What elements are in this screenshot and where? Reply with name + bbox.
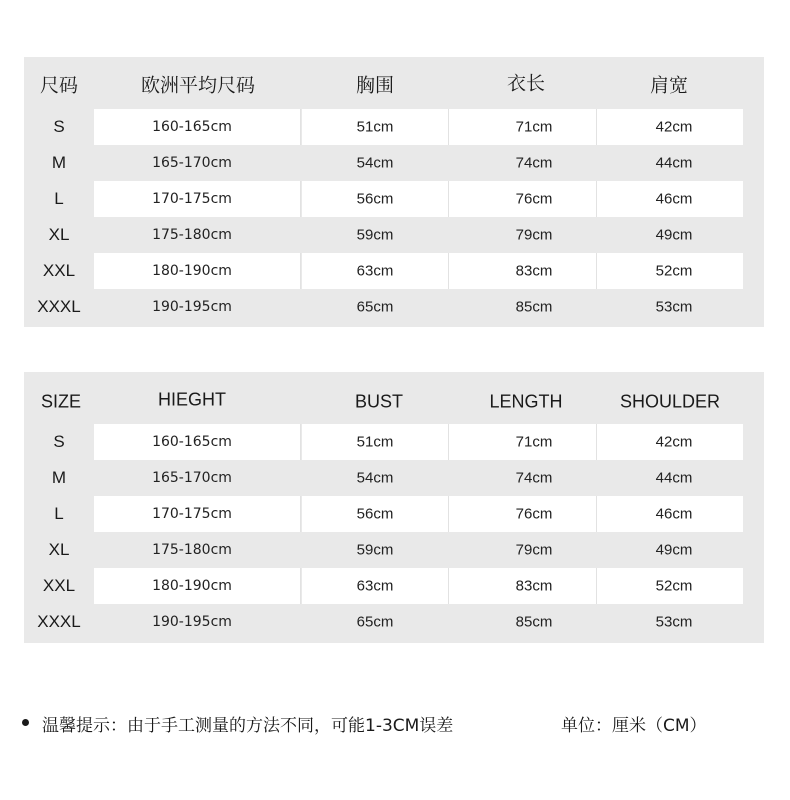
cell-bust: 65cm bbox=[356, 613, 394, 631]
header-length: 衣长 bbox=[506, 72, 546, 95]
cell-size: S bbox=[53, 117, 65, 136]
cell-bust: 63cm bbox=[356, 262, 394, 280]
table-row bbox=[24, 217, 764, 253]
cell-height: 190-195cm bbox=[152, 299, 232, 315]
cell-bust: 56cm bbox=[356, 505, 394, 523]
table-row bbox=[24, 109, 764, 145]
table-header-row bbox=[24, 372, 764, 424]
cell-shoulder: 46cm bbox=[655, 190, 693, 208]
cell-size: L bbox=[54, 189, 64, 208]
size-table-chinese bbox=[24, 57, 764, 327]
cell-bust: 51cm bbox=[356, 433, 394, 451]
cell-length: 76cm bbox=[515, 505, 553, 523]
cell-size: S bbox=[53, 432, 65, 451]
measurement-note bbox=[22, 711, 762, 737]
cell-shoulder: 46cm bbox=[655, 505, 693, 523]
header-bust: BUST bbox=[354, 391, 404, 412]
cell-height: 170-175cm bbox=[152, 506, 232, 522]
cell-size: XL bbox=[48, 540, 70, 559]
measurement-tip: 温馨提示：由于手工测量的方法不同，可能1-3CM误差 bbox=[42, 716, 454, 736]
cell-shoulder: 52cm bbox=[655, 262, 693, 280]
cell-bust: 65cm bbox=[356, 298, 394, 316]
cell-size: XXXL bbox=[37, 297, 81, 316]
cell-height: 160-165cm bbox=[152, 434, 232, 450]
table-row bbox=[24, 145, 764, 181]
table-row bbox=[24, 496, 764, 532]
cell-size: XL bbox=[48, 225, 70, 244]
header-bust: 胸围 bbox=[355, 74, 395, 97]
cell-shoulder: 49cm bbox=[655, 541, 693, 559]
cell-shoulder: 52cm bbox=[655, 577, 693, 595]
cell-height: 190-195cm bbox=[152, 614, 232, 630]
cell-size: XXL bbox=[42, 576, 76, 595]
cell-length: 76cm bbox=[515, 190, 553, 208]
cell-shoulder: 53cm bbox=[655, 298, 693, 316]
cell-bust: 54cm bbox=[356, 469, 394, 487]
table-row bbox=[24, 181, 764, 217]
cell-height: 160-165cm bbox=[152, 119, 232, 135]
cell-height: 180-190cm bbox=[152, 578, 232, 594]
cell-bust: 56cm bbox=[356, 190, 394, 208]
table-row bbox=[24, 253, 764, 289]
header-shoulder: SHOULDER bbox=[619, 391, 721, 412]
cell-shoulder: 53cm bbox=[655, 613, 693, 631]
bullet-icon bbox=[22, 719, 29, 726]
size-table-english bbox=[24, 372, 764, 643]
cell-height: 180-190cm bbox=[152, 263, 232, 279]
header-height: HIEGHT bbox=[157, 389, 227, 410]
cell-height: 175-180cm bbox=[152, 227, 232, 243]
cell-shoulder: 44cm bbox=[655, 154, 693, 172]
cell-bust: 59cm bbox=[356, 226, 394, 244]
table-row bbox=[24, 604, 764, 640]
cell-size: XXXL bbox=[37, 612, 81, 631]
cell-length: 83cm bbox=[515, 577, 553, 595]
cell-size: M bbox=[51, 468, 67, 487]
cell-bust: 59cm bbox=[356, 541, 394, 559]
header-size: 尺码 bbox=[39, 74, 79, 97]
table-header-row bbox=[24, 57, 764, 109]
cell-bust: 63cm bbox=[356, 577, 394, 595]
cell-shoulder: 42cm bbox=[655, 118, 693, 136]
cell-shoulder: 49cm bbox=[655, 226, 693, 244]
cell-length: 85cm bbox=[515, 613, 553, 631]
header-height: 欧洲平均尺码 bbox=[140, 74, 256, 97]
cell-length: 83cm bbox=[515, 262, 553, 280]
cell-bust: 54cm bbox=[356, 154, 394, 172]
table-row bbox=[24, 568, 764, 604]
unit-label: 单位：厘米（CM） bbox=[561, 716, 707, 736]
cell-size: M bbox=[51, 153, 67, 172]
table-row bbox=[24, 424, 764, 460]
cell-shoulder: 42cm bbox=[655, 433, 693, 451]
cell-height: 170-175cm bbox=[152, 191, 232, 207]
cell-size: L bbox=[54, 504, 64, 523]
cell-bust: 51cm bbox=[356, 118, 394, 136]
header-size: SIZE bbox=[40, 391, 82, 412]
cell-length: 79cm bbox=[515, 541, 553, 559]
cell-height: 165-170cm bbox=[152, 470, 232, 486]
table-row bbox=[24, 532, 764, 568]
header-length: LENGTH bbox=[489, 391, 563, 412]
cell-length: 71cm bbox=[515, 433, 553, 451]
cell-shoulder: 44cm bbox=[655, 469, 693, 487]
cell-height: 165-170cm bbox=[152, 155, 232, 171]
cell-length: 74cm bbox=[515, 154, 553, 172]
cell-height: 175-180cm bbox=[152, 542, 232, 558]
cell-length: 85cm bbox=[515, 298, 553, 316]
cell-size: XXL bbox=[42, 261, 76, 280]
table-row bbox=[24, 460, 764, 496]
header-shoulder: 肩宽 bbox=[649, 74, 689, 97]
cell-length: 71cm bbox=[515, 118, 553, 136]
table-row bbox=[24, 289, 764, 325]
cell-length: 74cm bbox=[515, 469, 553, 487]
cell-length: 79cm bbox=[515, 226, 553, 244]
